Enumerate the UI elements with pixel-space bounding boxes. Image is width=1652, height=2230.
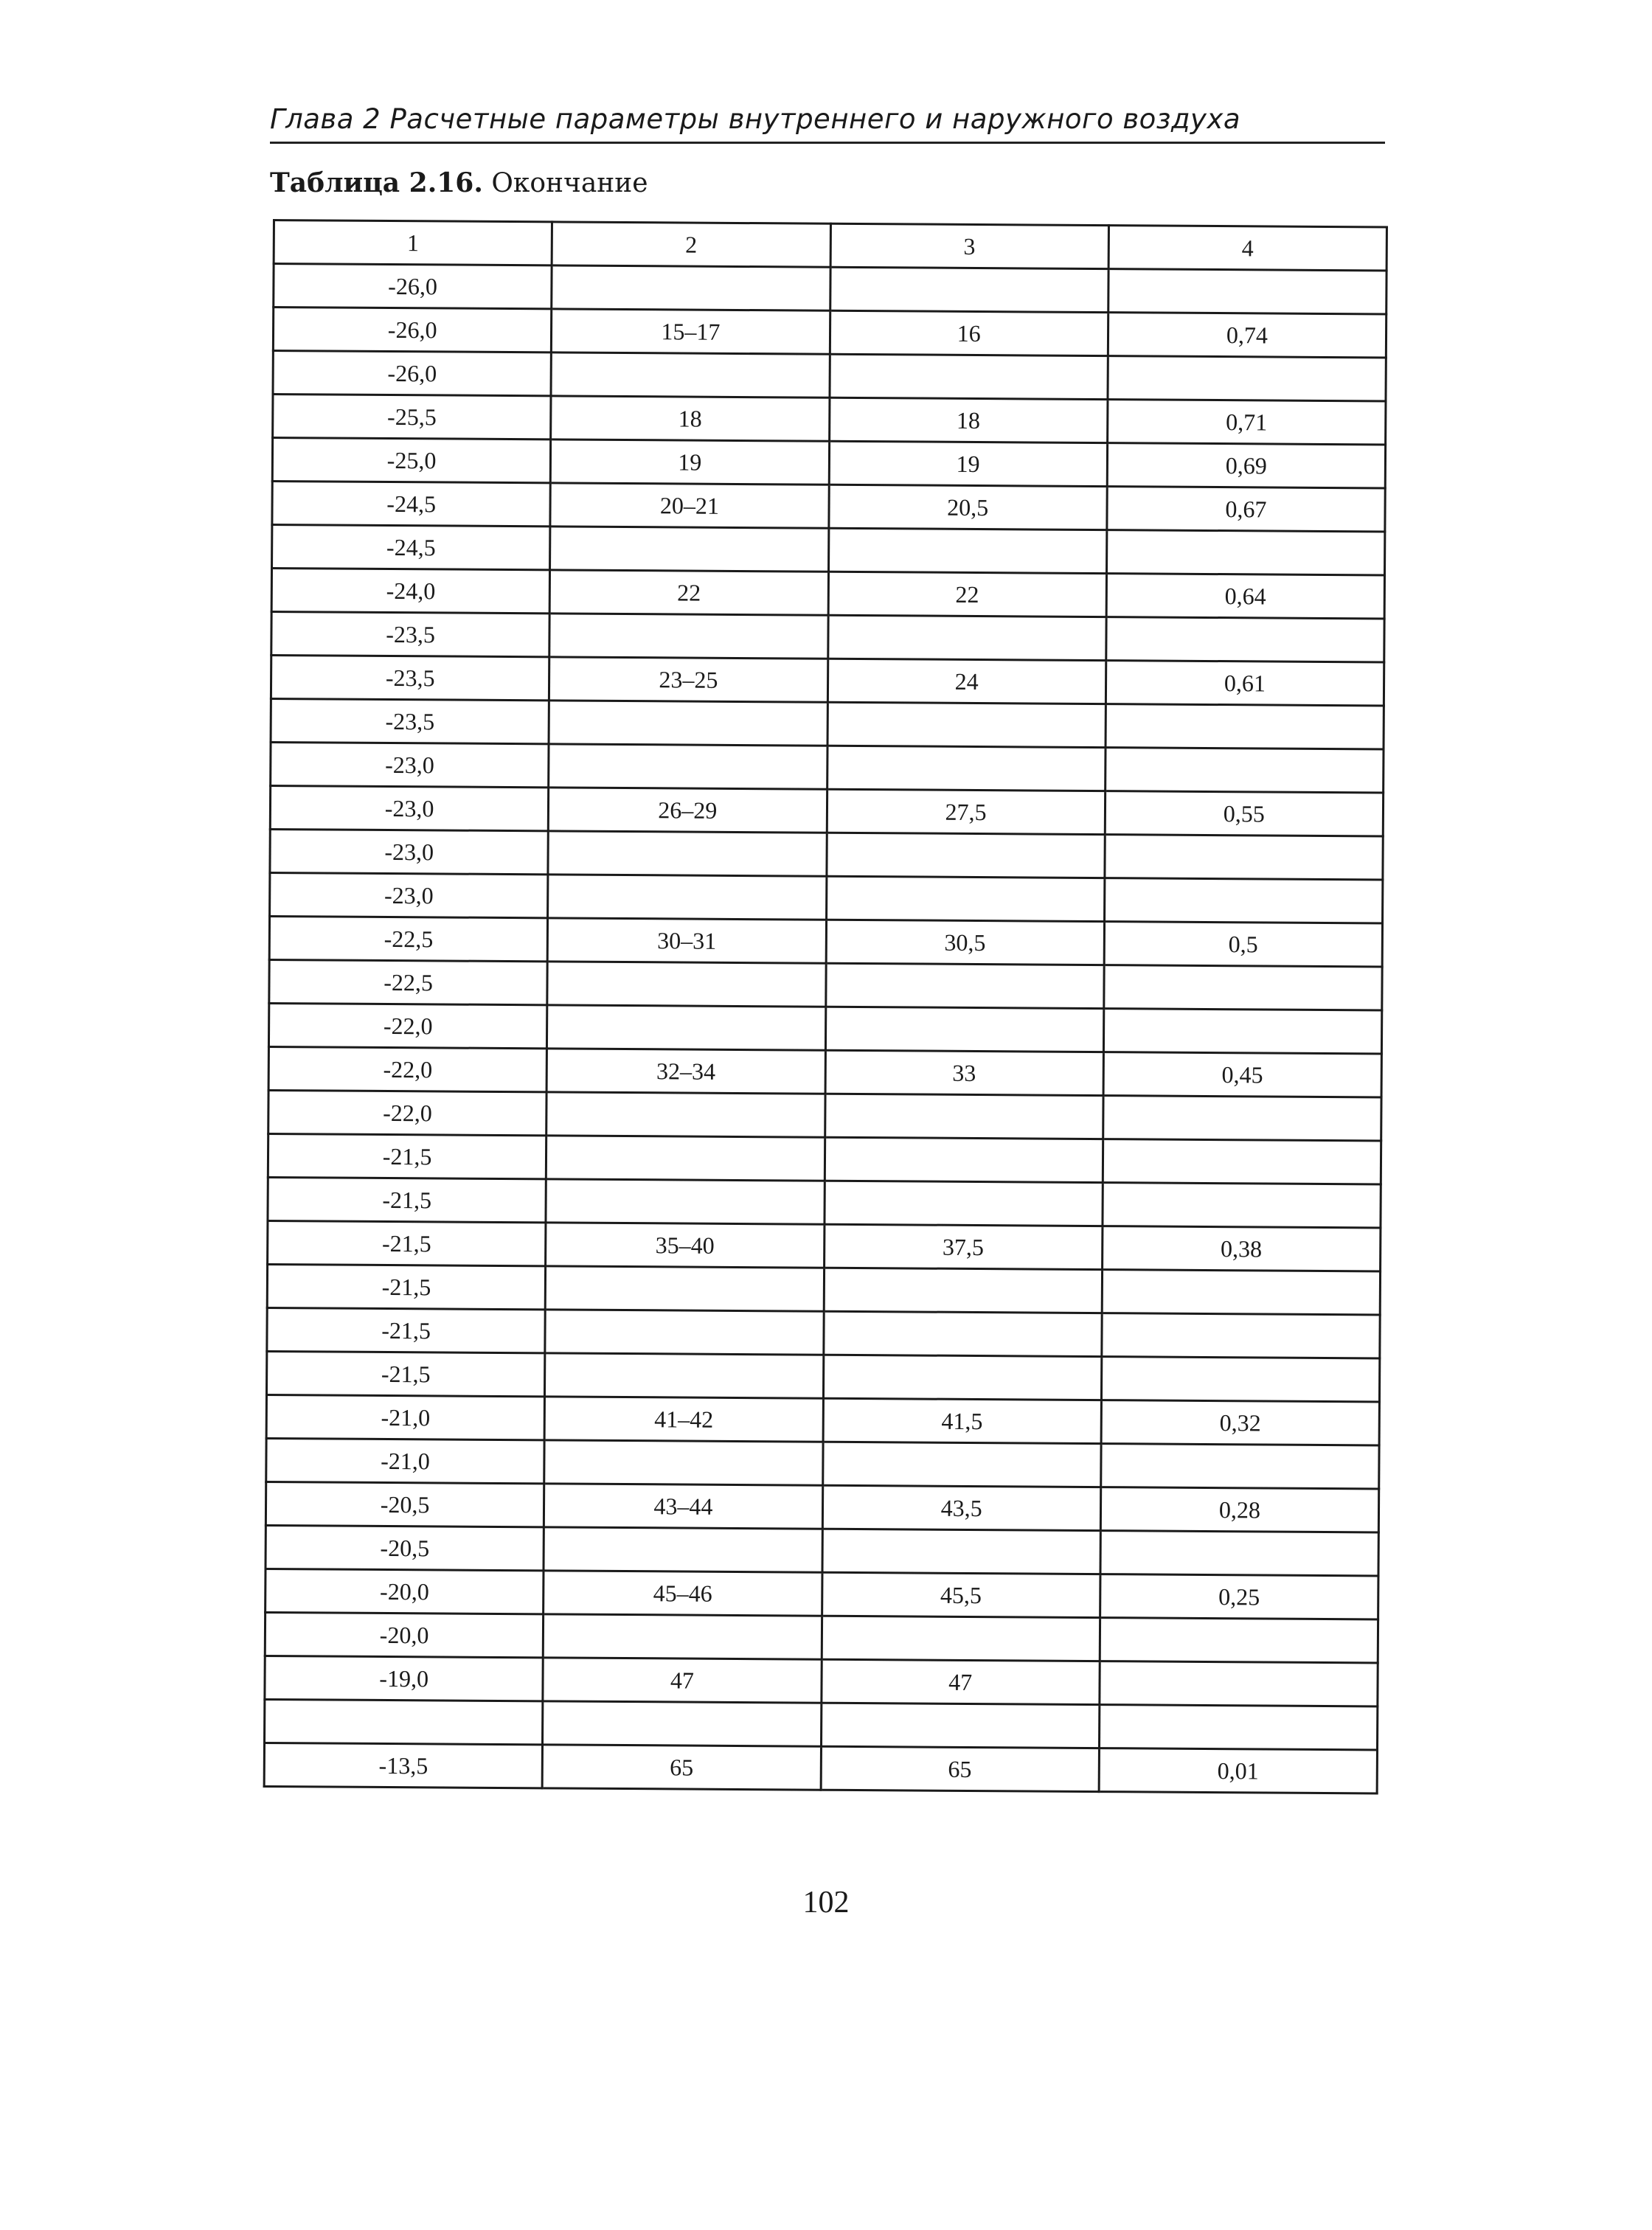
table-cell: 24 [827,659,1106,704]
table-cell: 0,67 [1107,487,1386,532]
table-row [266,1438,1379,1488]
table-cell [1099,1705,1378,1750]
table-cell: 0,55 [1105,791,1384,836]
table-cell [830,267,1108,312]
table-row [266,1394,1379,1445]
table-row [267,1264,1380,1314]
table-cell: -21,5 [267,1264,546,1309]
table-cell: -21,5 [266,1351,545,1396]
table-cell: 65 [542,1745,821,1790]
table-cell: -26,0 [273,308,552,352]
table-cell [265,1699,544,1744]
table-cell: -24,5 [272,525,551,570]
table-cell [548,831,827,876]
table-cell [546,1092,825,1137]
table-cell [826,876,1105,921]
table-cell [824,1268,1103,1313]
table-row [271,698,1384,748]
table-cell [1103,1009,1382,1054]
table-row [268,1046,1381,1097]
table-row [269,959,1382,1010]
table-cell [1103,1139,1381,1184]
table-cell: -21,5 [267,1307,546,1352]
table-cell: 26–29 [549,788,827,833]
table-cell: 45,5 [822,1572,1100,1617]
table-cell: 41–42 [544,1397,823,1442]
table-row [273,351,1386,401]
table-cell [1103,1183,1381,1228]
table-cell: -25,5 [273,395,552,440]
table-cell: -23,0 [270,872,549,917]
table-row [268,1003,1381,1053]
table-cell: 18 [829,397,1108,442]
table-cell [544,1527,822,1572]
table-cell [825,1094,1103,1139]
table-cell: 0,64 [1106,574,1385,619]
table-row [274,264,1386,314]
table-cell: -24,5 [272,482,551,527]
header-cell: 1 [274,220,552,265]
table-row [266,1351,1379,1401]
table-row [270,785,1383,836]
table-cell [821,1703,1100,1748]
table-cell [546,1136,825,1181]
table-cell [549,744,827,789]
table-cell [827,615,1106,660]
table-cell: 18 [551,396,830,441]
table-cell [829,354,1108,399]
table-row [265,1699,1378,1749]
data-table [263,219,1388,1794]
table-row [269,916,1382,966]
table-cell [545,1353,824,1398]
table-cell: -23,5 [271,611,550,656]
table-cell [827,746,1106,791]
table-cell [824,1181,1103,1226]
table-cell [1106,704,1384,749]
table-cell: 43–44 [544,1484,823,1529]
table-cell [825,1007,1104,1052]
table-cell: 0,71 [1107,400,1386,445]
table-row [273,395,1386,445]
table-cell: 0,61 [1106,661,1384,706]
table-cell: -20,0 [266,1569,544,1614]
table-cell: 32–34 [546,1049,825,1094]
table-row [268,1090,1381,1140]
table-cell [1100,1618,1378,1663]
table-row [272,482,1385,532]
running-head: Глава 2 Расчетные параметры внутреннего и наружного воздуха [270,97,1385,144]
table-cell: 45–46 [544,1571,822,1616]
table-cell: 0,01 [1099,1748,1378,1793]
table-cell [823,1311,1102,1356]
table-cell: -23,5 [271,655,549,700]
table-cell: -21,0 [266,1438,545,1483]
table-cell: -21,5 [268,1220,546,1265]
table-cell [545,1310,824,1355]
table-cell: 19 [551,440,830,484]
table-cell: 23–25 [549,657,828,702]
table-row [266,1525,1378,1575]
table-cell [1104,965,1383,1010]
table-cell: 0,38 [1102,1226,1381,1271]
table-cell [543,1614,822,1659]
table-row [271,655,1384,705]
table-row [270,829,1383,879]
table-cell [543,1701,822,1746]
table-cell: -23,0 [270,829,549,874]
table-cell [545,1266,824,1311]
table-cell [547,962,826,1007]
table-cell: -26,0 [274,264,552,309]
table-cell: 22 [828,572,1107,616]
table-row [272,438,1385,488]
table-row [266,1569,1378,1619]
table-cell: -19,0 [265,1656,544,1701]
table-cell: -23,0 [271,742,549,787]
table-header-row [274,220,1386,271]
table-cell [1105,748,1384,793]
table-cell [1102,1313,1381,1358]
table-cell: 30,5 [826,920,1105,965]
table-row [270,872,1383,923]
table-row [265,1656,1378,1706]
table-cell: -22,0 [268,1003,547,1048]
table-cell: 0,74 [1108,313,1386,358]
table-cell: 0,45 [1103,1052,1382,1097]
table-cell: 0,28 [1100,1487,1379,1532]
table-caption [270,161,648,205]
table-cell: 0,32 [1101,1400,1380,1445]
table-row [271,742,1384,792]
table-cell: -24,0 [271,569,550,614]
table-caption-label: Таблица 2.16. [270,167,483,198]
table-cell [1101,1357,1380,1402]
table-row [271,569,1384,619]
table-cell [1108,356,1386,401]
table-cell: -22,0 [268,1090,547,1135]
table-cell: 19 [829,441,1108,486]
table-cell: 33 [825,1050,1104,1095]
table-row [265,1612,1378,1662]
table-cell: 0,25 [1100,1574,1378,1619]
header-cell: 3 [830,223,1109,268]
table-cell [825,1137,1103,1182]
table-body [264,220,1386,1793]
table-cell: 35–40 [546,1223,825,1268]
table-caption-text: Окончание [482,168,648,198]
table-row [268,1177,1381,1227]
table-cell [825,963,1104,1008]
table-cell: 43,5 [822,1485,1101,1530]
table-cell [827,702,1106,747]
table-cell: -22,0 [268,1046,547,1091]
table-cell [822,1442,1101,1487]
table-cell: 65 [821,1746,1100,1791]
table-cell [551,352,830,397]
table-cell: -21,5 [268,1133,546,1178]
table-row [267,1307,1380,1358]
table-cell [1104,878,1383,923]
table-cell: 41,5 [823,1398,1102,1443]
table-row [271,611,1384,661]
table-cell: -13,5 [264,1743,543,1788]
table-cell: -20,5 [266,1482,544,1526]
table-cell [1102,1270,1381,1315]
table-cell: 27,5 [827,789,1106,834]
table-cell: 0,69 [1107,443,1386,488]
table-row [266,1482,1378,1532]
table-cell: -20,0 [265,1612,544,1657]
table-cell [822,1529,1100,1574]
table-cell: 0,5 [1104,922,1383,967]
table-cell [1105,835,1384,880]
table-cell [552,265,830,310]
table-cell [1103,1096,1381,1141]
table-cell: 47 [543,1658,822,1703]
table-cell [546,1179,825,1224]
table-cell: -23,0 [270,785,549,830]
table-cell: 30–31 [547,918,826,963]
table-cell [1108,269,1386,314]
header-cell: 4 [1108,226,1387,271]
table-row [272,525,1385,575]
table-cell: 20–21 [550,483,829,528]
table-cell [549,614,828,659]
table-row [268,1220,1381,1271]
table-cell [822,1616,1100,1661]
table-cell [550,527,829,572]
page-number: 102 [802,1886,850,1920]
table-cell [1100,1444,1379,1489]
table-cell: 20,5 [828,484,1107,529]
table-row [273,308,1386,358]
table-cell: -22,5 [269,959,548,1004]
table-cell [828,528,1107,573]
table-cell: 16 [830,310,1108,355]
table-cell: -23,5 [271,698,549,743]
table-cell: -21,0 [266,1394,545,1439]
table-cell [544,1440,823,1485]
table-cell [1106,617,1385,662]
header-cell: 2 [552,222,830,267]
table-cell: 15–17 [552,309,830,354]
table-row [264,1743,1377,1793]
table-cell [1106,530,1385,575]
table-cell: 22 [549,570,828,615]
table-cell [547,1005,826,1050]
table-cell [1100,1531,1379,1576]
table-cell: -21,5 [268,1177,546,1222]
table-cell [548,875,827,920]
table-cell [826,833,1105,878]
table-cell: 37,5 [824,1224,1103,1269]
table-cell: 47 [821,1659,1100,1704]
table-cell [549,701,827,746]
table-cell [1100,1661,1378,1706]
table-cell: -20,5 [266,1525,544,1570]
table-cell: -22,5 [269,916,548,961]
table-cell [823,1355,1102,1400]
table-row [268,1133,1381,1184]
table-cell: -26,0 [273,351,552,396]
table-cell: -25,0 [272,438,551,483]
